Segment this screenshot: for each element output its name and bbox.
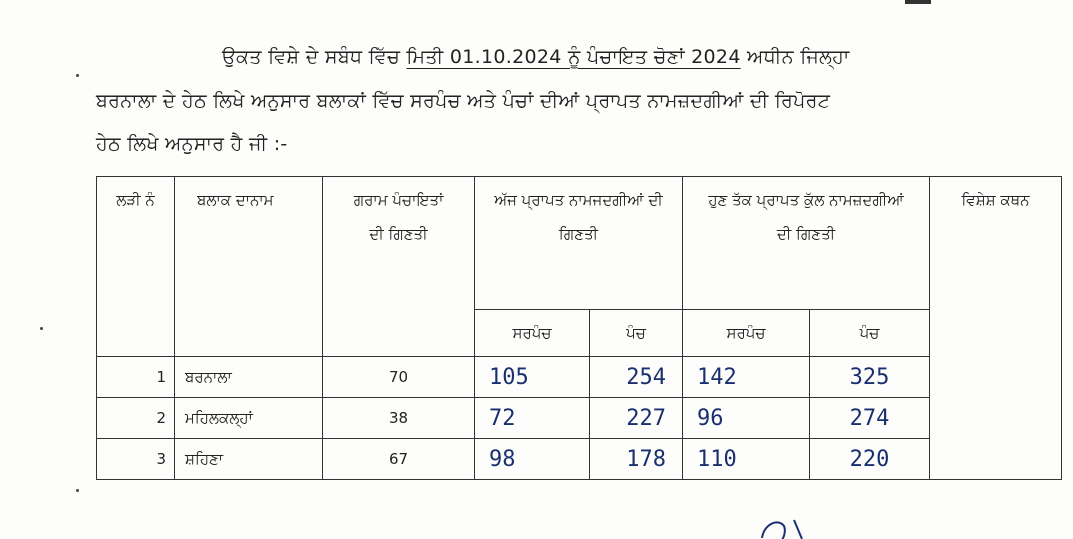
header-total-panch: ਪੰਚ xyxy=(810,310,930,357)
row-total-panch: 274 xyxy=(810,398,930,439)
row-today-panch: 178 xyxy=(590,439,683,480)
row-today-panch: 227 xyxy=(590,398,683,439)
table-row xyxy=(97,398,1062,439)
row-block: ਮਹਿਲਕਲ੍ਹਾਂ xyxy=(175,398,323,439)
header-today-panch: ਪੰਚ xyxy=(590,310,683,357)
row-gp: 70 xyxy=(323,357,475,398)
header-gram-panchayats: ਗਰਾਮ ਪੰਚਾਇਤਾਂ ਦੀ ਗਿਣਤੀ xyxy=(323,177,475,357)
row-total-sarpanch: 142 xyxy=(683,357,810,398)
intro-line-2: ਬਰਨਾਲਾ ਦੇ ਹੇਠ ਲਿਖੇ ਅਨੁਸਾਰ ਬਲਾਕਾਂ ਵਿੱਚ ਸਰਪੰਚ ਅਤੇ ਪੰਚਾਂ ਦੀਆਂ ਪ੍ਰਾਪਤ ਨਾਮਜ਼ਦਗੀਆਂ ਦੀ ਰਿਪੋਰਟ xyxy=(96,90,831,112)
signature-fragment xyxy=(758,514,818,539)
row-gp: 67 xyxy=(323,439,475,480)
row-total-sarpanch: 96 xyxy=(683,398,810,439)
header-remarks: ਵਿਸ਼ੇਸ਼ ਕਥਨ xyxy=(930,177,1062,480)
intro-line-1-pre: ਉਕਤ ਵਿਸ਼ੇ ਦੇ ਸਬੰਧ ਵਿੱਚ xyxy=(222,46,407,68)
nominations-table xyxy=(96,176,1062,480)
margin-dot xyxy=(76,74,79,77)
header-row-1 xyxy=(97,177,1062,310)
top-edge-mark xyxy=(905,0,931,4)
row-serial: 1 xyxy=(97,357,175,398)
row-total-panch: 325 xyxy=(810,357,930,398)
row-block: ਬਰਨਾਲਾ xyxy=(175,357,323,398)
row-block: ਸ਼ਹਿਣਾ xyxy=(175,439,323,480)
row-today-sarpanch: 98 xyxy=(475,439,590,480)
intro-line-1-post: ਅਧੀਨ ਜਿਲ੍ਹਾ xyxy=(740,46,850,68)
header-serial: ਲੜੀ ਨੰ xyxy=(97,177,175,357)
row-serial: 3 xyxy=(97,439,175,480)
header-total-sarpanch: ਸਰਪੰਚ xyxy=(683,310,810,357)
header-block-name: ਬਲਾਕ ਦਾਨਾਮ xyxy=(175,177,323,357)
header-total-received: ਹੁਣ ਤੱਕ ਪ੍ਰਾਪਤ ਕੁੱਲ ਨਾਮਜ਼ਦਗੀਆਂ ਦੀ ਗਿਣਤੀ xyxy=(683,177,930,310)
row-today-panch: 254 xyxy=(590,357,683,398)
margin-dot xyxy=(40,327,43,330)
intro-line-3: ਹੇਠ ਲਿਖੇ ਅਨੁਸਾਰ ਹੈ ਜੀ :- xyxy=(96,133,288,155)
table-row xyxy=(97,357,1062,398)
margin-dot xyxy=(76,489,79,492)
row-today-sarpanch: 105 xyxy=(475,357,590,398)
row-today-sarpanch: 72 xyxy=(475,398,590,439)
row-gp: 38 xyxy=(323,398,475,439)
row-total-sarpanch: 110 xyxy=(683,439,810,480)
header-today-sarpanch: ਸਰਪੰਚ xyxy=(475,310,590,357)
row-serial: 2 xyxy=(97,398,175,439)
table-row xyxy=(97,439,1062,480)
row-total-panch: 220 xyxy=(810,439,930,480)
intro-line-1 xyxy=(222,46,1073,68)
header-today-received: ਅੱਜ ਪ੍ਰਾਪਤ ਨਾਮਜਦਗੀਆਂ ਦੀ ਗਿਣਤੀ xyxy=(475,177,683,310)
intro-line-1-underlined: ਮਿਤੀ 01.10.2024 ਨੂੰ ਪੰਚਾਇਤ ਚੋਣਾਂ 2024 xyxy=(406,46,741,68)
